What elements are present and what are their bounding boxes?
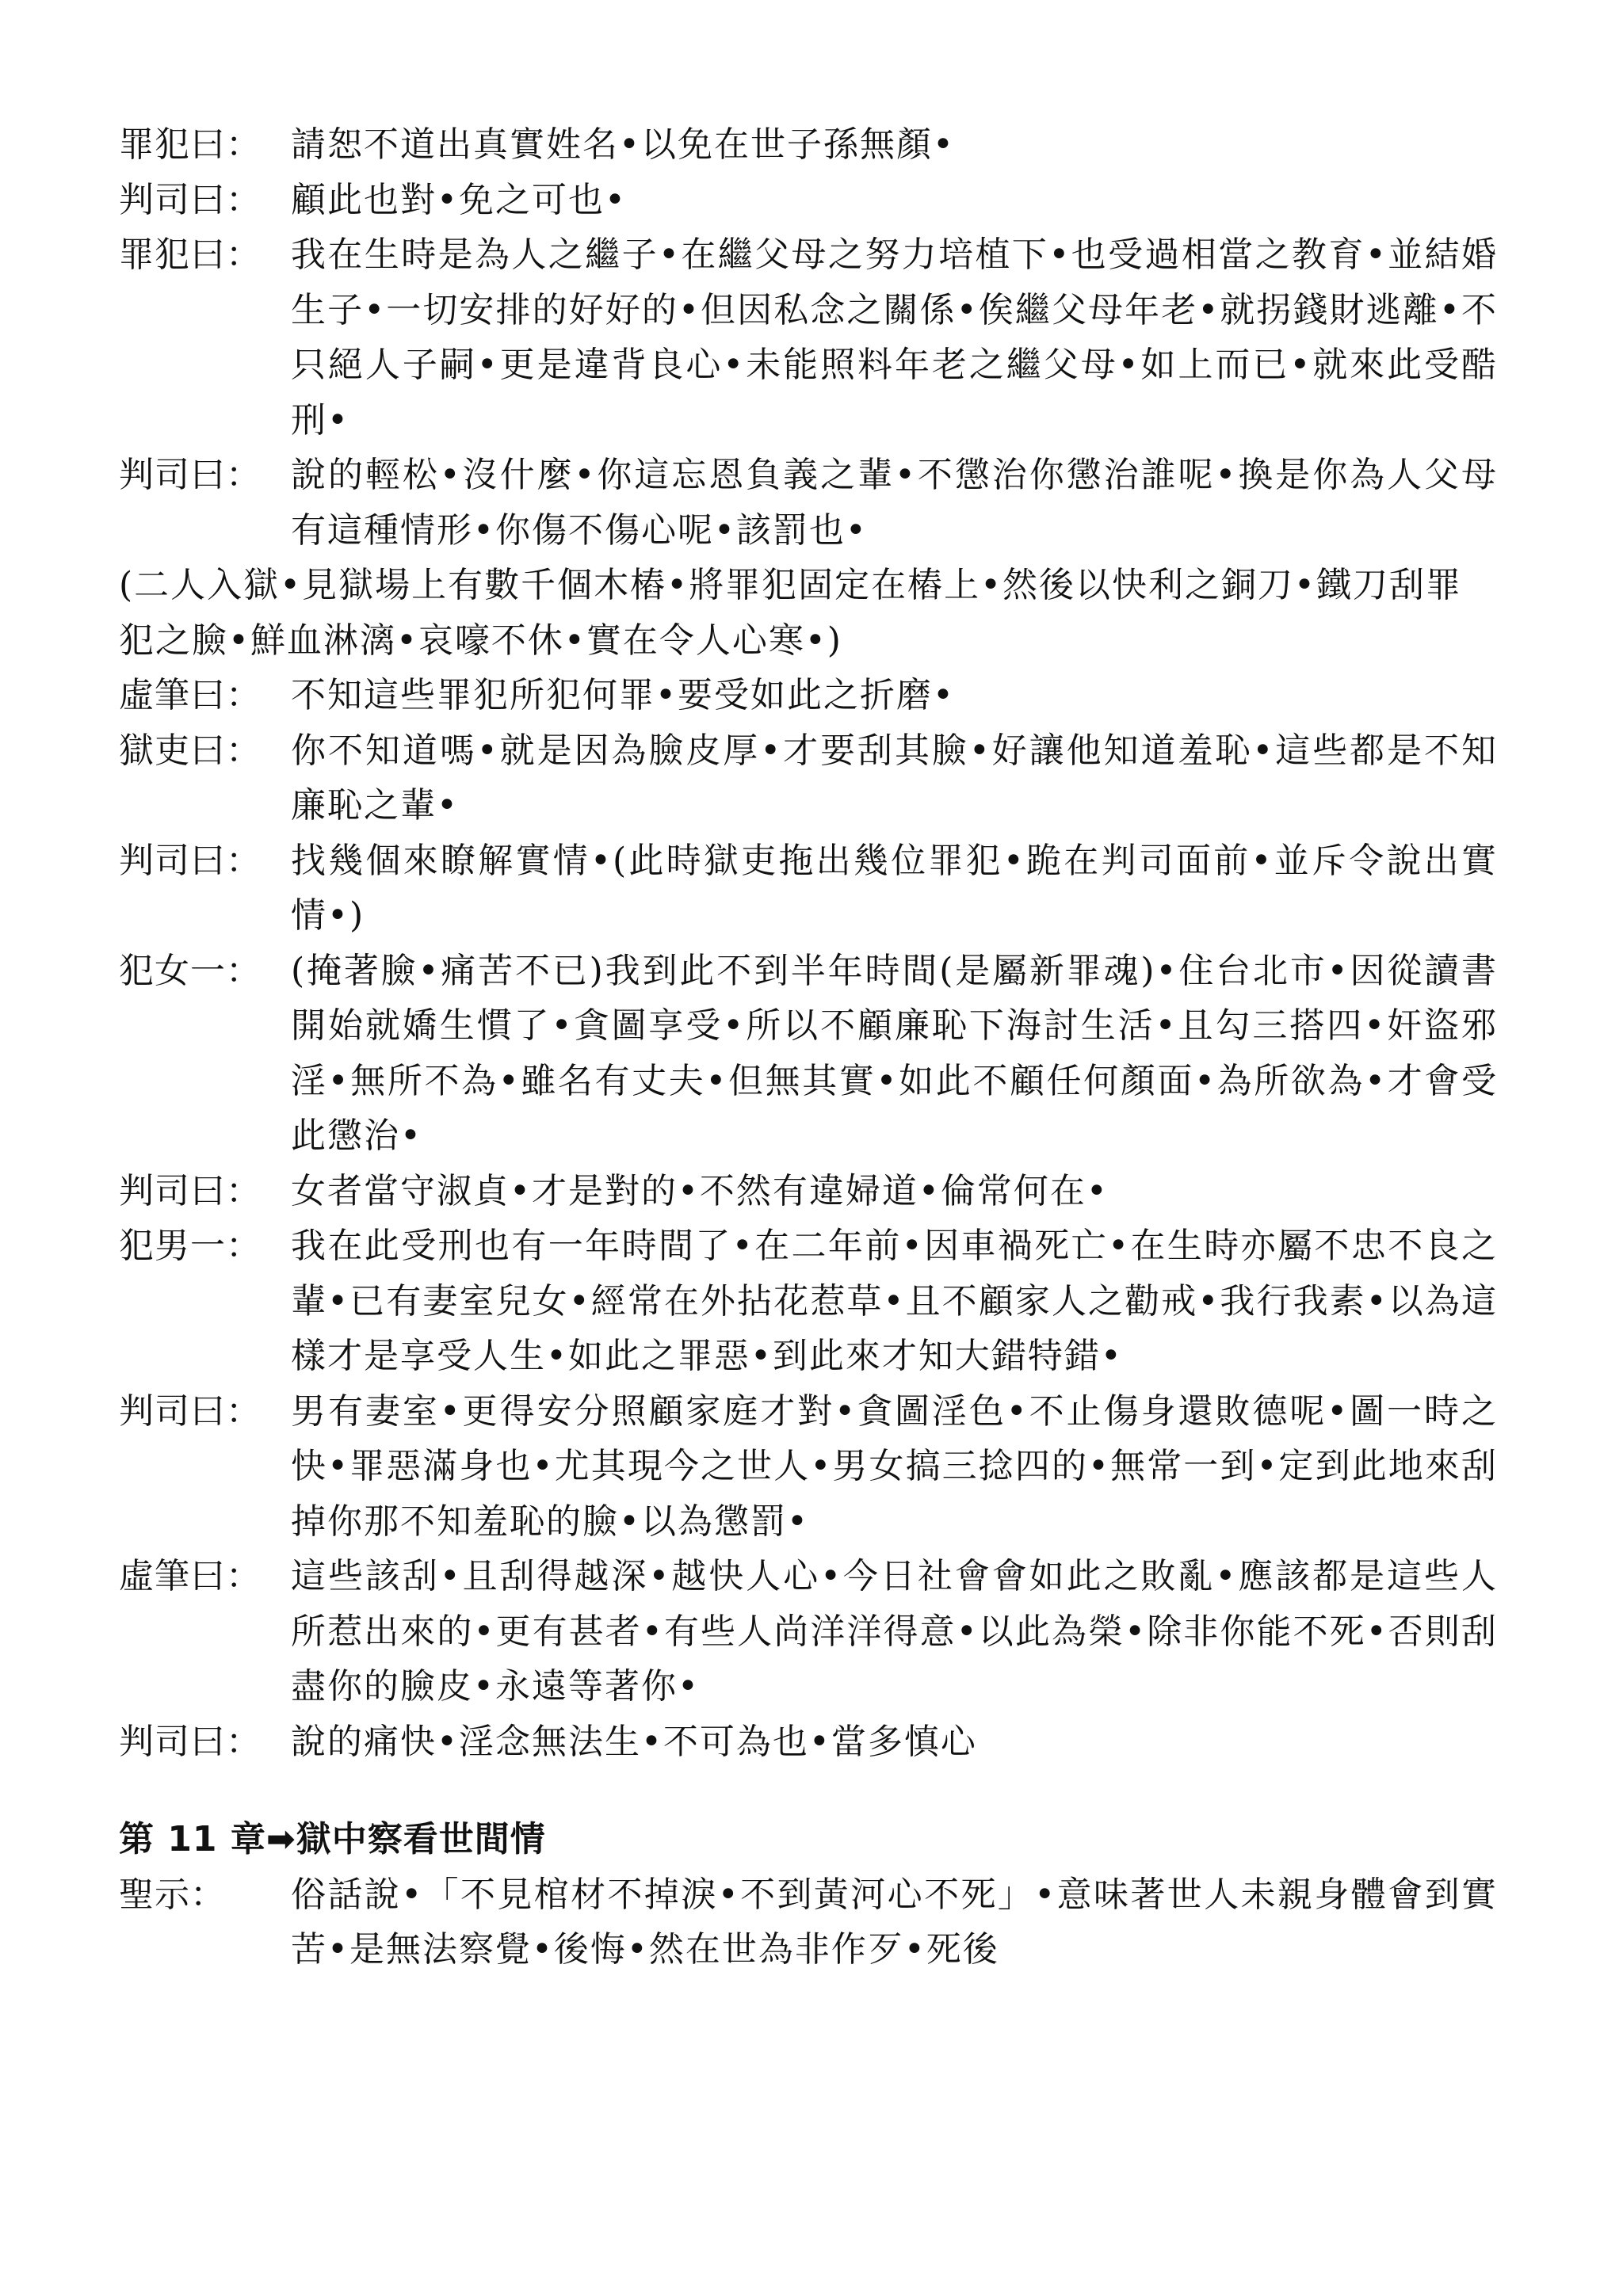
body-text — [119, 117, 1498, 1978]
speaker-label: 判司曰： — [119, 840, 262, 881]
dialogue-text: (掩著臉•痛苦不已)我到此不到半年時間(是屬新罪魂)•住台北市•因從讀書開始就嬌生慣了•貪圖享受•所以不顧廉恥下海討生活•且勾三搭四•奸盜邪淫•無所不為•雖名有丈夫•但無其實•如此不顧任何顏面•為所欲為•才會受此懲治• — [291, 950, 1498, 1156]
dialogue-line — [119, 227, 1498, 448]
speaker-label: 判司曰： — [119, 1721, 262, 1762]
dialogue-text: 你不知道嗎•就是因為臉皮厚•才要刮其臉•好讓他知道羞恥•這些都是不知廉恥之輩• — [291, 730, 1498, 826]
dialogue-text: 說的輕松•沒什麼•你這忘恩負義之輩•不懲治你懲治誰呢•換是你為人父母有這種情形•你傷不傷心呢•該罰也• — [291, 455, 1498, 551]
speaker-label: 犯女一： — [119, 950, 262, 991]
speaker-label: 犯男一： — [119, 1226, 262, 1266]
speaker-label: 虛筆曰： — [119, 1556, 262, 1596]
dialogue-line — [119, 833, 1498, 944]
dialogue-text: 顧此也對•免之可也• — [291, 179, 627, 220]
dialogue-text: 這些該刮•且刮得越深•越快人心•今日社會會如此之敗亂•應該都是這些人所惹出來的•更有甚者•有些人尚洋洋得意•以此為榮•除非你能不死•否則刮盡你的臉皮•永遠等著你• — [291, 1556, 1498, 1707]
dialogue-text: 我在此受刑也有一年時間了•在二年前•因車禍死亡•在生時亦屬不忠不良之輩•已有妻室兒女•經常在外拈花惹草•且不顧家人之勸戒•我行我素•以為這樣才是享受人生•如此之罪惡•到此來才知大錯特錯• — [291, 1226, 1498, 1376]
dialogue-line — [119, 1164, 1498, 1219]
dialogue-text: 男有妻室•更得安分照顧家庭才對•貪圖淫色•不止傷身還敗德呢•圖一時之快•罪惡滿身也•尤其現今之世人•男女搞三捻四的•無常一到•定到此地來刮掉你那不知羞恥的臉•以為懲罰• — [291, 1390, 1498, 1542]
dialogue-text: 女者當守淑貞•才是對的•不然有違婦道•倫常何在• — [291, 1170, 1109, 1211]
speaker-label: 判司曰： — [119, 1170, 262, 1211]
narration-paragraph: (二人入獄•見獄場上有數千個木樁•將罪犯固定在樁上•然後以快利之銅刀•鐵刀刮罪犯之臉•鮮血淋漓•哀嚎不休•實在令人心寒•) — [119, 565, 1462, 661]
dialogue-text: 找幾個來瞭解實情•(此時獄吏拖出幾位罪犯•跪在判司面前•並斥令說出實情•) — [291, 840, 1498, 936]
speaker-label: 聖示： — [119, 1874, 226, 1915]
dialogue-line — [119, 1867, 1498, 1978]
dialogue-line — [119, 173, 1498, 228]
dialogue-text: 說的痛快•淫念無法生•不可為也•當多慎心 — [291, 1721, 977, 1762]
dialogue-text: 請恕不道出真實姓名•以免在世子孫無顏• — [291, 124, 955, 165]
dialogue-line — [119, 117, 1498, 173]
dialogue-text: 俗話說•「不見棺材不掉淚•不到黃河心不死」•意味著世人未親身體會到實苦•是無法察覺•後悔•然在世為非作歹•死後 — [291, 1874, 1498, 1970]
dialogue-line — [119, 944, 1498, 1164]
dialogue-line — [119, 448, 1498, 558]
dialogue-line — [119, 723, 1498, 833]
dialogue-text: 我在生時是為人之繼子•在繼父母之努力培植下•也受過相當之教育•並結婚生子•一切安排的好好的•但因私念之關係•俟繼父母年老•就拐錢財逃離•不只絕人子嗣•更是違背良心•未能照料年老之繼父母•如上而已•就來此受酷刑• — [291, 235, 1498, 441]
speaker-label: 判司曰： — [119, 179, 262, 220]
speaker-label: 虛筆曰： — [119, 675, 262, 715]
dialogue-line — [119, 1714, 1498, 1770]
speaker-label: 罪犯曰： — [119, 235, 262, 275]
dialogue-text: 不知這些罪犯所犯何罪•要受如此之折磨• — [291, 675, 955, 715]
speaker-label: 判司曰： — [119, 1390, 262, 1432]
chapter-heading: 第 11 章➡獄中察看世間情 — [119, 1819, 546, 1859]
dialogue-line — [119, 1549, 1498, 1714]
dialogue-line — [119, 668, 1498, 723]
speaker-label: 罪犯曰： — [119, 124, 262, 165]
dialogue-line — [119, 1219, 1498, 1384]
dialogue-line — [119, 1384, 1498, 1550]
speaker-label: 獄吏曰： — [119, 730, 262, 771]
speaker-label: 判司曰： — [119, 455, 262, 495]
